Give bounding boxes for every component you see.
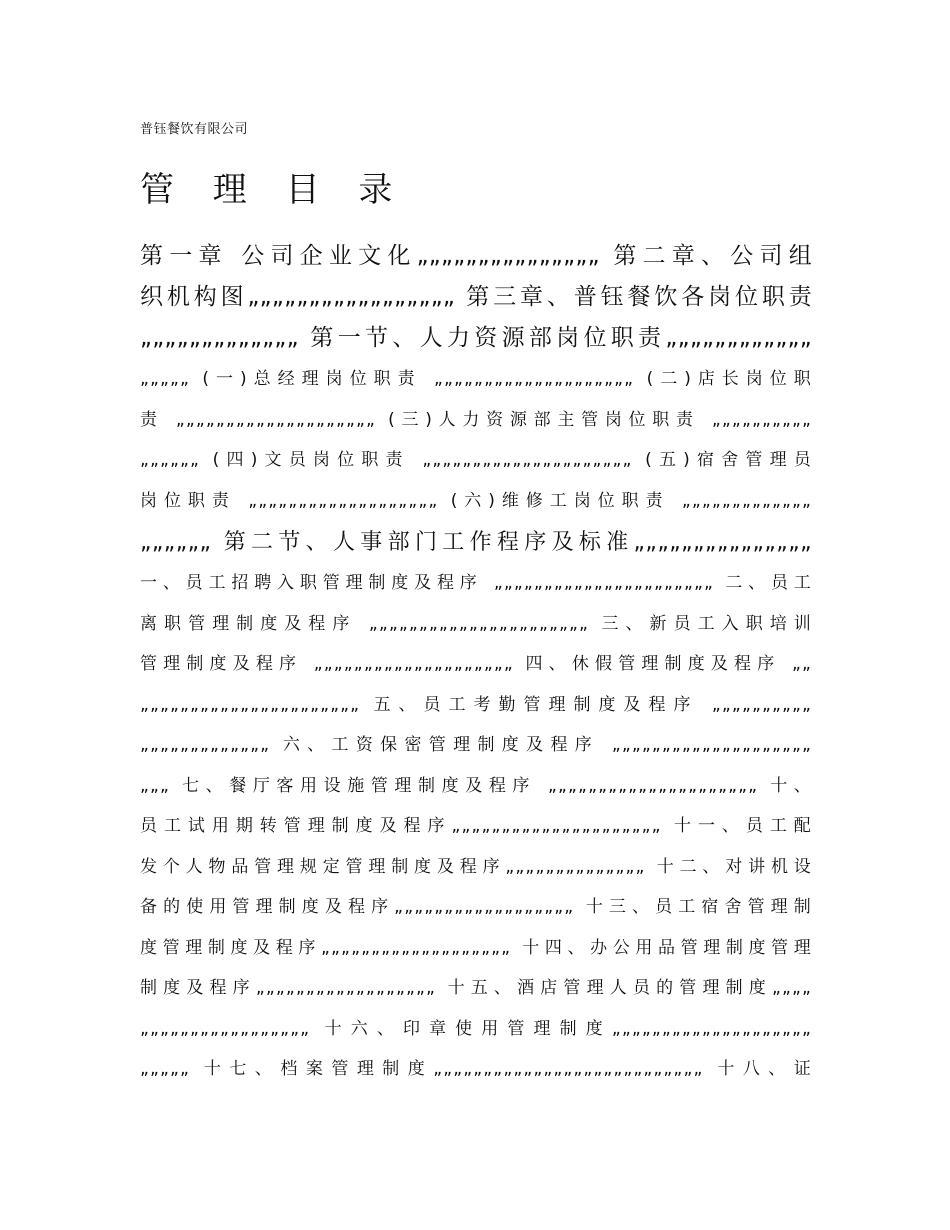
toc-section2-items bbox=[140, 563, 812, 1090]
toc-line: „„„„„„ (四)文员岗位职责 „„„„„„„„„„„„„„„„„„„„„ (五)宿舍管理员 bbox=[140, 450, 812, 470]
toc-line: 管理制度及程序 „„„„„„„„„„„„„„„„„„„„ 四、休假管理制度及程序 „„ bbox=[140, 654, 812, 674]
toc-line: 岗位职责 „„„„„„„„„„„„„„„„„„„ (六)维修工岗位职责 „„„„„„„„„„„„„ bbox=[140, 490, 812, 511]
company-name: 普钰餐饮有限公司 bbox=[140, 122, 249, 137]
toc-line: 第一章 公司企业文化„„„„„„„„„„„„„„„ 第二章、公司组 bbox=[140, 243, 812, 269]
toc-line: 责 „„„„„„„„„„„„„„„„„„„„ (三)人力资源部主管岗位职责 „„„„„„„„„„ bbox=[140, 409, 812, 430]
toc-line: „„„„„„ 第二节、人事部门工作程序及标准„„„„„„„„„„„„„„„ bbox=[140, 530, 812, 555]
page-title: 管 理 目 录 bbox=[140, 170, 407, 210]
toc-chapters bbox=[140, 236, 812, 359]
toc-section1-items bbox=[140, 359, 812, 521]
toc-line: 织机构图„„„„„„„„„„„„„„„„„ 第三章、普钰餐饮各岗位职责 bbox=[140, 284, 812, 310]
toc-line: 一、员工招聘入职管理制度及程序 „„„„„„„„„„„„„„„„„„„„„„ 二、员工 bbox=[140, 573, 812, 593]
toc-line: 员工试用期转管理制度及程序„„„„„„„„„„„„„„„„„„„„„ 十一、员工配 bbox=[140, 816, 812, 836]
toc-line: „„„„„ 十七、档案管理制度„„„„„„„„„„„„„„„„„„„„„„„„„„„ 十八、证 bbox=[140, 1059, 812, 1079]
toc-line: „„„„„„„„„„„„„ 第一节、人力资源部岗位职责„„„„„„„„„„„„ bbox=[140, 325, 812, 351]
toc-line: „„„„„„„„„„„„„„„„„„„„„„ 五、员工考勤管理制度及程序 „„„„„„„„„„ bbox=[140, 694, 812, 715]
toc-line: „„„ 七、餐厅客用设施管理制度及程序 „„„„„„„„„„„„„„„„„„„„„ 十、 bbox=[140, 775, 812, 796]
toc-line: 发个人物品管理规定管理制度及程序„„„„„„„„„„„„„„ 十二、对讲机设 bbox=[140, 856, 812, 877]
toc-line: 度管理制度及程序„„„„„„„„„„„„„„„„„„„ 十四、办公用品管理制度管理 bbox=[140, 937, 812, 958]
toc-line: „„„„„ (一)总经理岗位职责 „„„„„„„„„„„„„„„„„„„„ (二)店长岗位职 bbox=[140, 369, 812, 389]
toc-line: 制度及程序„„„„„„„„„„„„„„„„„„ 十五、酒店管理人员的管理制度„„„„ bbox=[140, 978, 812, 998]
toc-section2 bbox=[140, 522, 812, 564]
toc-line: 离职管理制度及程序 „„„„„„„„„„„„„„„„„„„„„„ 三、新员工入职培训 bbox=[140, 613, 812, 634]
toc-line: 备的使用管理制度及程序„„„„„„„„„„„„„„„„„„ 十三、员工宿舍管理制 bbox=[140, 897, 812, 917]
toc-line: „„„„„„„„„„„„„ 六、工资保密管理制度及程序 „„„„„„„„„„„„„„„„„„„„ bbox=[140, 735, 812, 755]
toc-line: „„„„„„„„„„„„„„„„„ 十六、印章使用管理制度„„„„„„„„„„„„„„„„„„„„ bbox=[140, 1018, 812, 1039]
